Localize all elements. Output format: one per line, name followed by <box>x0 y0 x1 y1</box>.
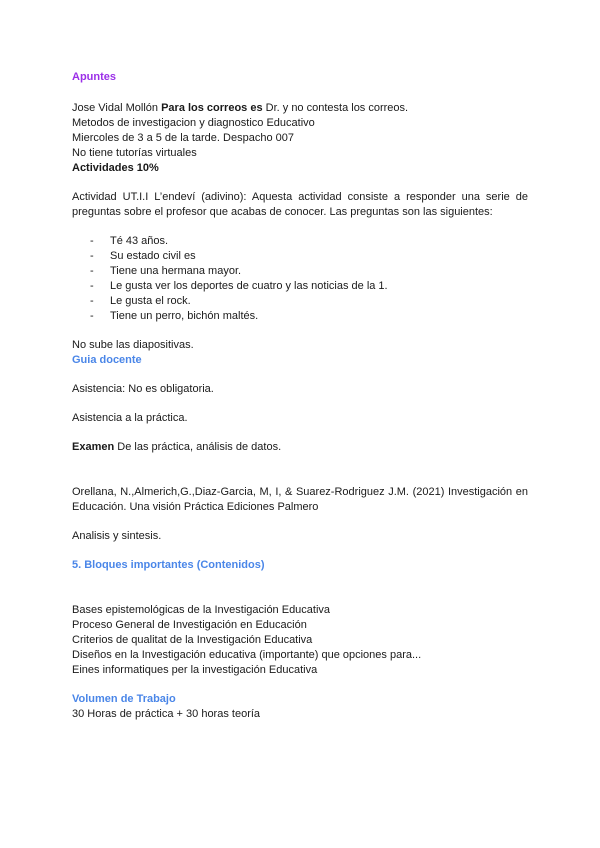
examen-detail: De las práctica, análisis de datos. <box>114 441 282 453</box>
volumen-heading: Volumen de Trabajo <box>72 693 176 705</box>
diapositivas-note: No sube las diapositivas. <box>72 339 194 351</box>
list-item: - Tiene una hermana mayor. <box>90 265 242 277</box>
bloque-item: Eines informatiques per la investigación Educativa <box>72 664 318 676</box>
asistencia-note: Asistencia: No es obligatoria. <box>72 383 214 395</box>
list-item: - Tiene un perro, bichón maltés. <box>90 310 259 322</box>
dash-bullet: - <box>90 280 94 292</box>
actividad-description: Actividad UT.I.I L’endeví (adivino): Aquesta actividad consiste a responder una serie de preguntas sobre el profesor que acabas de conocer. Las preguntas son las siguientes: <box>72 191 528 218</box>
actividades-heading: Actividades 10% <box>72 162 159 174</box>
correos-note: Dr. y no contesta los correos. <box>262 102 409 114</box>
apuntes-heading: Apuntes <box>72 71 116 83</box>
bloque-item: Criterios de qualitat de la Investigación Educativa <box>72 634 313 646</box>
bloque-item: Bases epistemológicas de la Investigación Educativa <box>72 604 331 616</box>
examen-label: Examen <box>72 441 115 453</box>
profesor-facts-list <box>72 234 528 324</box>
office-hours: Miercoles de 3 a 5 de la tarde. Despacho 007 <box>72 132 294 144</box>
list-item: - Le gusta el rock. <box>90 295 191 307</box>
bloques-heading: 5. Bloques importantes (Contenidos) <box>72 559 265 571</box>
document-page <box>72 70 528 722</box>
bibliography-reference: Orellana, N.,Almerich,G.,Diaz-Garcia, M, I, & Suarez-Rodriguez J.M. (2021) Investigación en Educación. Una visión Práctica Ediciones Palmero <box>72 486 528 513</box>
guia-docente-heading: Guia docente <box>72 354 142 366</box>
tutorias-note: No tiene tutorías virtuales <box>72 147 197 159</box>
professor-line <box>72 101 528 116</box>
correos-label: Para los correos es <box>161 102 263 114</box>
list-item: - Su estado civil es <box>90 250 196 262</box>
dash-bullet: - <box>90 310 94 322</box>
bloque-item: Diseños en la Investigación educativa (importante) que opciones para... <box>72 649 422 661</box>
list-item: - Té 43 años. <box>90 235 169 247</box>
dash-bullet: - <box>90 235 94 247</box>
course-name: Metodos de investigacion y diagnostico Educativo <box>72 117 315 129</box>
examen-line <box>72 440 528 455</box>
volumen-detail: 30 Horas de práctica + 30 horas teoría <box>72 708 261 720</box>
bloque-item: Proceso General de Investigación en Educación <box>72 619 307 631</box>
asistencia-practica-note: Asistencia a la práctica. <box>72 412 188 424</box>
dash-bullet: - <box>90 295 94 307</box>
dash-bullet: - <box>90 265 94 277</box>
analisis-note: Analisis y sintesis. <box>72 530 162 542</box>
professor-name: Jose Vidal Mollón <box>72 102 162 114</box>
list-item: - Le gusta ver los deportes de cuatro y las noticias de la 1. <box>90 280 388 292</box>
dash-bullet: - <box>90 250 94 262</box>
